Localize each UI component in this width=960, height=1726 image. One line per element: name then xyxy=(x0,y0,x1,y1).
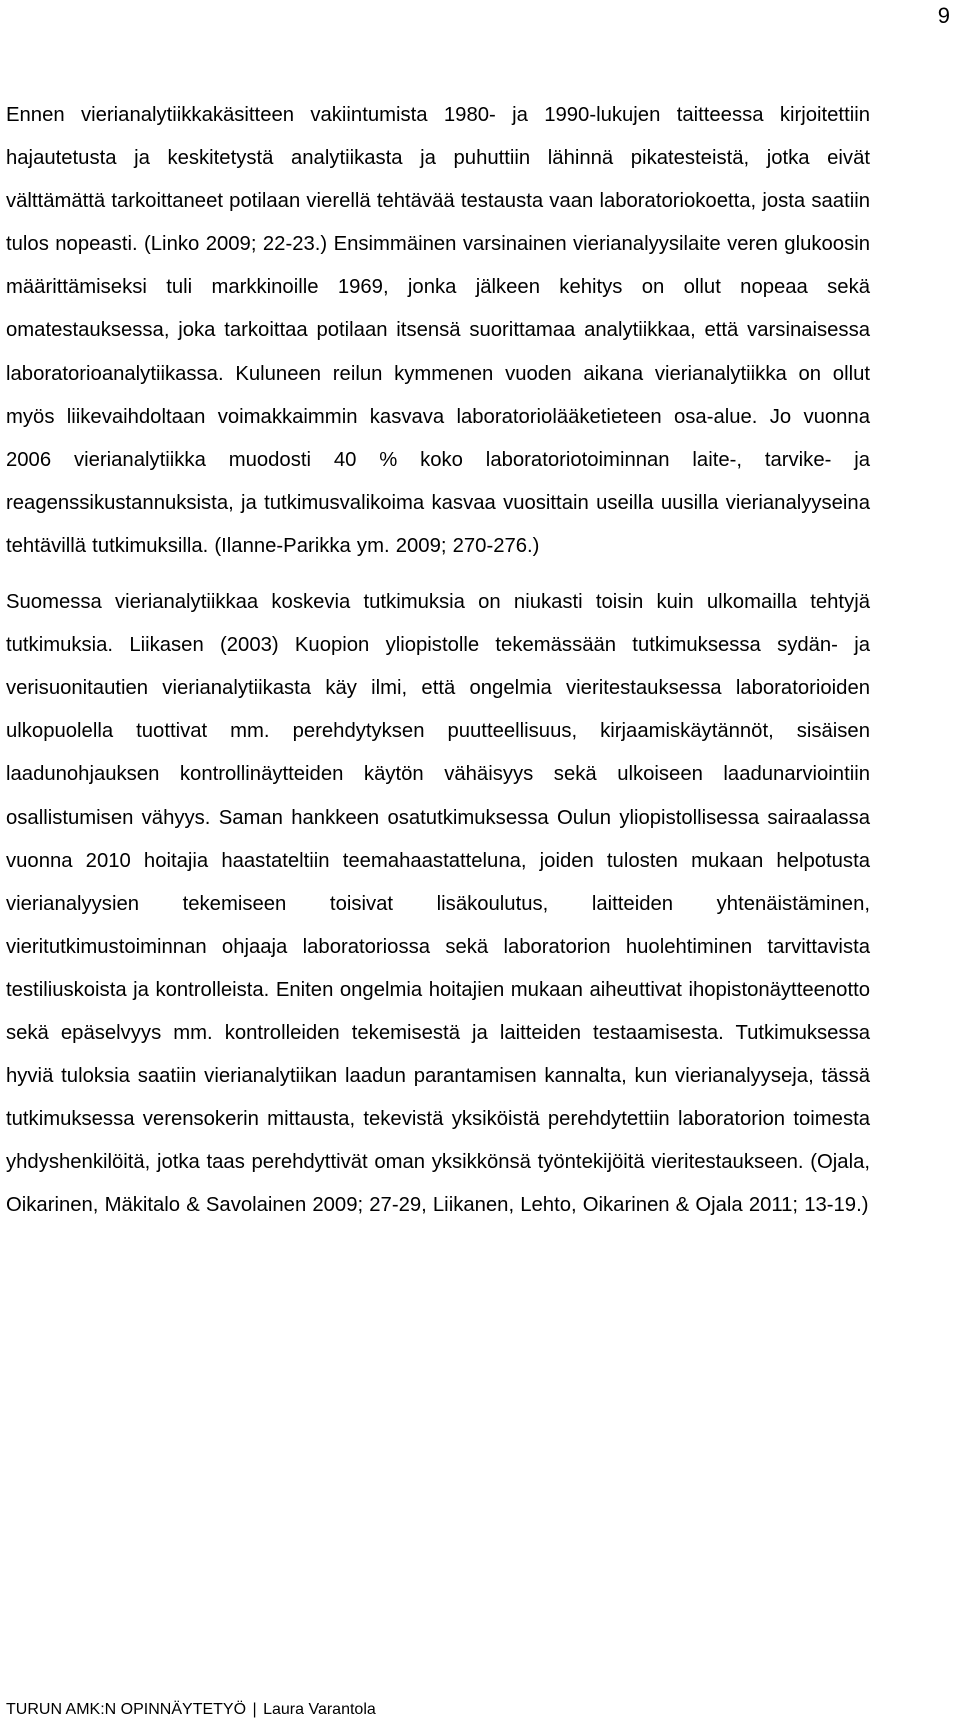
body-text xyxy=(6,94,870,1227)
footer-separator: | xyxy=(252,1701,257,1718)
footer-author: Laura Varantola xyxy=(263,1701,376,1718)
paragraph-history: Ennen vierianalytiikkakäsitteen vakiintumista 1980- ja 1990-lukujen taitteessa kirjoitettiin hajautetusta ja keskitetystä analytiikasta ja puhuttiin lähinnä pikatesteistä, jotka eivät välttämättä tarkoittaneet potilaan vierellä tehtävää testausta vaan laboratoriokoetta, josta saatiin tulos nopeasti. (Linko 2009; 22-23.) Ensimmäinen varsinainen vierianalyysilaite veren glukoosin määrittämiseksi tuli markkinoille 1969, jonka jälkeen kehitys on ollut nopeaa sekä omatestauksessa, joka tarkoittaa potilaan itsensä suorittamaa analytiikkaa, että varsinaisessa laboratorioanalytiikassa. Kuluneen reilun kymmenen vuoden aikana vierianalytiikka on ollut myös liikevaihdoltaan voimakkaimmin kasvava laboratoriolääketieteen osa-alue. Jo vuonna 2006 vierianalytiikka muodosti 40 % koko laboratoriotoiminnan laite-, tarvike- ja reagenssikustannuksista, ja tutkimusvalikoima kasvaa vuosittain useilla uusilla vierianalyyseina tehtävillä tutkimuksilla. (Ilanne-Parikka ym. 2009; 270-276.) xyxy=(6,104,870,557)
footer-institution: TURUN AMK:N OPINNÄYTETYÖ xyxy=(6,1701,247,1718)
paragraph-research: Suomessa vierianalytiikkaa koskevia tutkimuksia on niukasti toisin kuin ulkomailla tehtyjä tutkimuksia. Liikasen (2003) Kuopion yliopistolle tekemässään tutkimuksessa sydän- ja verisuonitautien vierianalytiikasta käy ilmi, että ongelmia vieritestauksessa laboratorioiden ulkopuolella tuottivat mm. perehdytyksen puutteellisuus, kirjaamiskäytännöt, sisäisen laadunohjauksen kontrollinäytteiden käytön vähäisyys sekä ulkoiseen laadunarviointiin osallistumisen vähyys. Saman hankkeen osatutkimuksessa Oulun yliopistollisessa sairaalassa vuonna 2010 hoitajia haastateltiin teemahaastatteluna, joiden tulosten mukaan helpotusta vierianalyysien tekemiseen toisivat lisäkoulutus, laitteiden yhtenäistäminen, vieritutkimustoiminnan ohjaaja laboratoriossa sekä laboratorion huolehtiminen tarvittavista testiliuskoista ja kontrolleista. Eniten ongelmia hoitajien mukaan aiheuttivat ihopistonäytteenotto sekä epäselvyys mm. kontrolleiden tekemisestä ja laitteiden testaamisesta. Tutkimuksessa hyviä tuloksia saatiin vierianalytiikan laadun parantamisen kannalta, kun vierianalyyseja, tässä tutkimuksessa verensokerin mittausta, tekevistä yksiköistä perehdytettiin laboratorion toimesta yhdyshenkilöitä, jotka taas perehdyttivät oman yksikkönsä työntekijöitä vieritestaukseen. (Ojala, Oikarinen, Mäkitalo & Savolainen 2009; 27-29, Liikanen, Lehto, Oikarinen & Ojala 2011; 13-19.) xyxy=(6,591,870,1217)
page-footer xyxy=(6,1700,376,1720)
page-number: 9 xyxy=(937,3,950,28)
